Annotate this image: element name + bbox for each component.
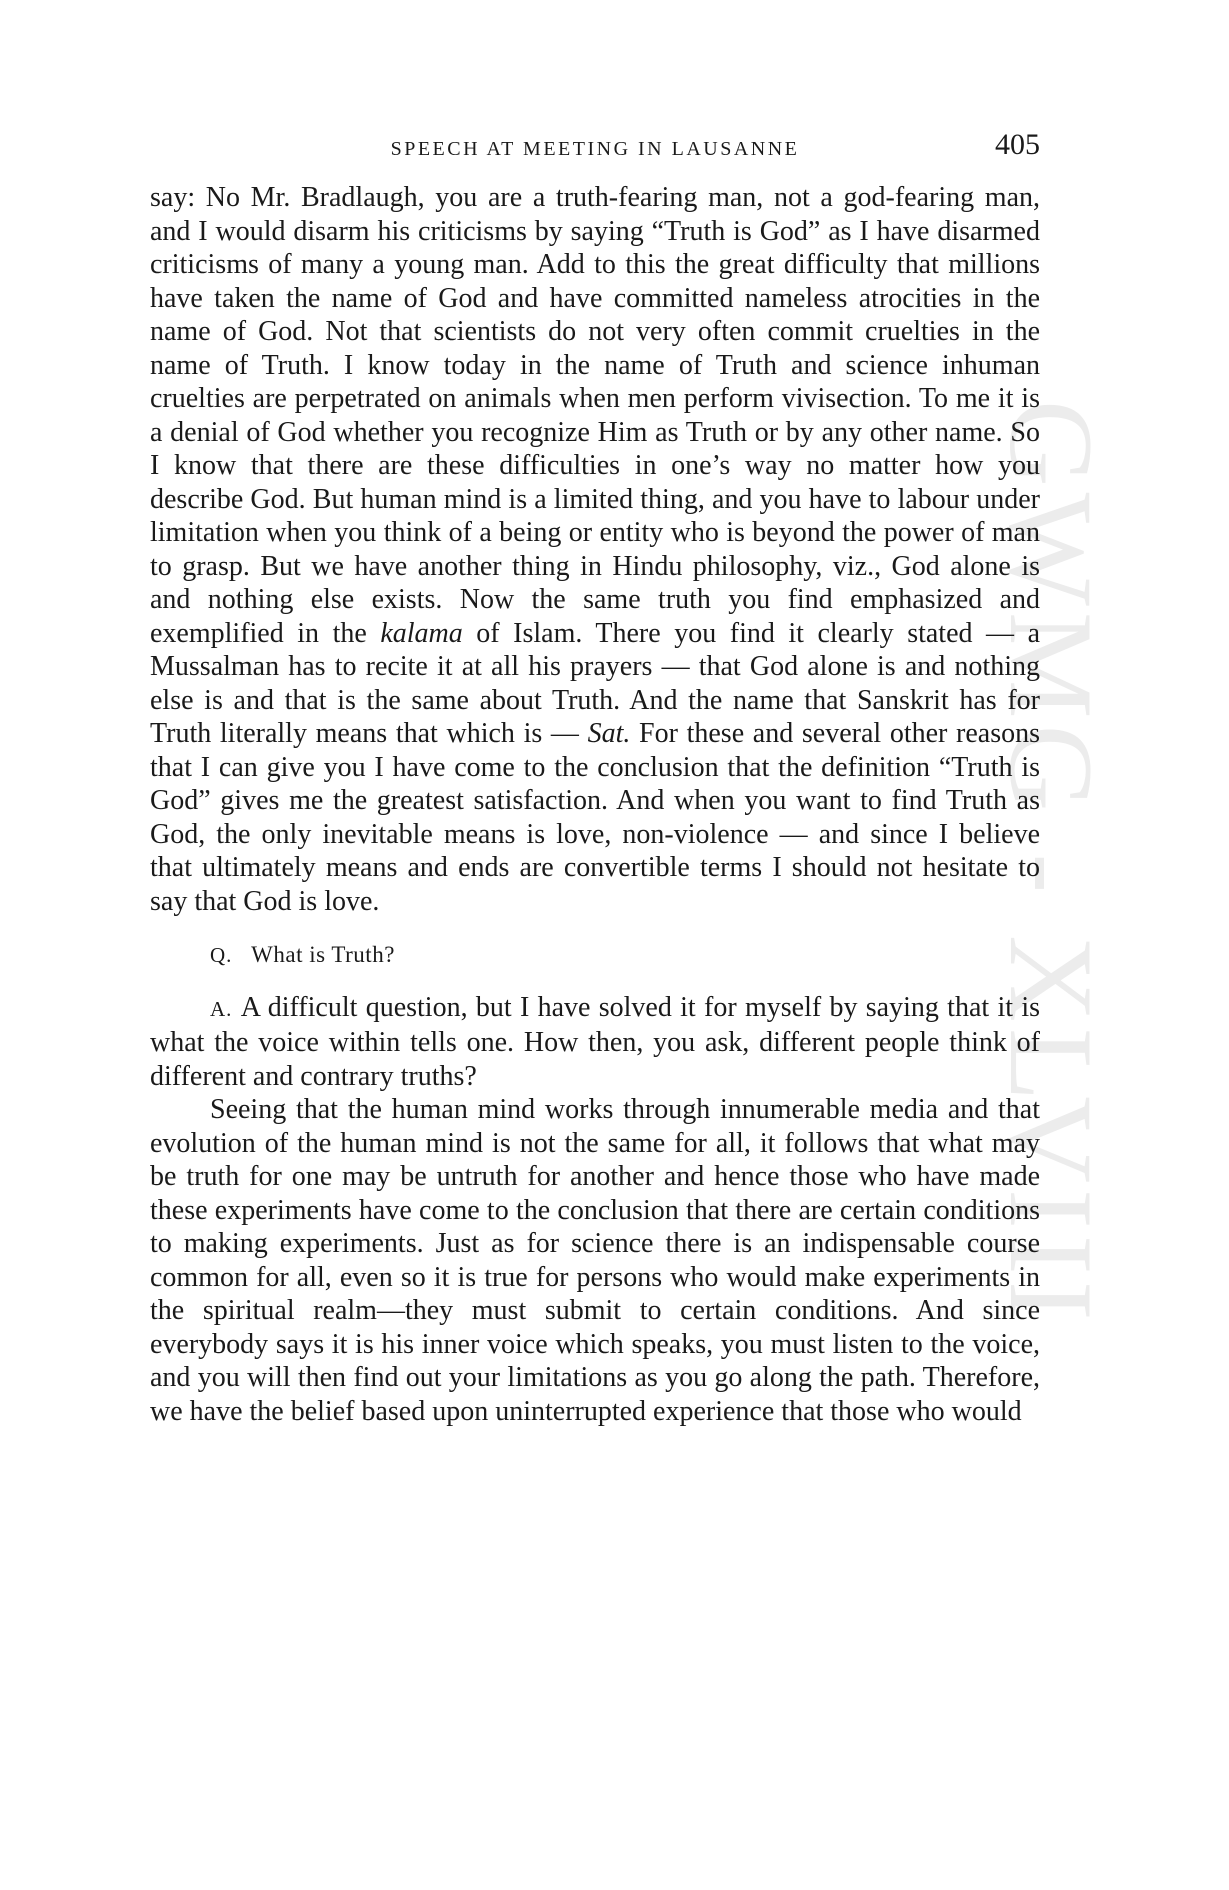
- answer: [150, 991, 1040, 1094]
- question-marker: Q.: [210, 943, 233, 967]
- page-header: [150, 128, 1040, 168]
- paragraph-1-text-b: of Islam. There you find it clearly stated — a Mussalman has to recite it at all his prayers — that God alone is and nothing else is and that is the same about Truth. And the name that Sanskrit has for Truth literally means that which is —: [150, 617, 1041, 749]
- question: [150, 938, 1040, 973]
- body-text: [150, 181, 1040, 1428]
- watermark-text: GWMG - XLVIII: [985, 400, 1118, 1327]
- answer-marker: A.: [210, 996, 233, 1021]
- paragraph-1: [150, 181, 1040, 918]
- page-number: 405: [995, 128, 1040, 161]
- paragraph-1-text-a: say: No Mr. Bradlaugh, you are a truth-fearing man, not a god-fearing man, and I would disarm his criticisms by saying “Truth is God” as I have disarmed criticisms of many a young man. Add to this the great difficulty that millions have taken the name of God and have committed nameless atrocities in the name of God. Not that scientists do not very often commit cruelties in the name of Truth. I know today in the name of Truth and science inhuman cruelties are perpetrated on animals when men perform vivisection. To me it is a denial of God whether you recognize Him as Truth or by any other name. So I know that there are these difficulties in one’s way no matter how you describe God. But human mind is a limited thing, and you have to labour under limitation when you think of a being or entity who is beyond the power of man to grasp. But we have another thing in Hindu philosophy, viz., God alone is and nothing else exists. Now the same truth you find emphasized and exemplified in the: [150, 182, 1040, 649]
- question-text: What is Truth?: [251, 942, 395, 967]
- term-sat: Sat.: [587, 718, 631, 749]
- term-kalama: kalama: [380, 617, 463, 649]
- running-title: SPEECH AT MEETING IN LAUSANNE: [390, 138, 800, 160]
- paragraph-1-text-c: For these and several other reasons that I can give you I have come to the conclusion that the definition “Truth is God” gives me the greatest satisfaction. And when you want to find Truth as God, the only inevitable means is love, non-violence — and since I believe that ultimately means and ends are convertible terms I should not hesitate to say that God is love.: [150, 718, 1040, 917]
- answer-text: A difficult question, but I have solved it for myself by saying that it is what the voice within tells one. How then, you ask, different people think of different and contrary truths?: [150, 991, 1041, 1092]
- paragraph-2: Seeing that the human mind works through innumerable media and that evolution of the human mind is not the same for all, it follows that what may be truth for one may be untruth for another and hence those who have made these experiments have come to the conclusion that there are certain conditions to making experiments. Just as for science there is an indispensable course common for all, even so it is true for persons who would make experiments in the spiritual realm—they must submit to certain conditions. And since everybody says it is his inner voice which speaks, you must listen to the voice, and you will then find out your limitations as you go along the path. Therefore, we have the belief based upon uninterrupted experience that those who would: [150, 1094, 1040, 1427]
